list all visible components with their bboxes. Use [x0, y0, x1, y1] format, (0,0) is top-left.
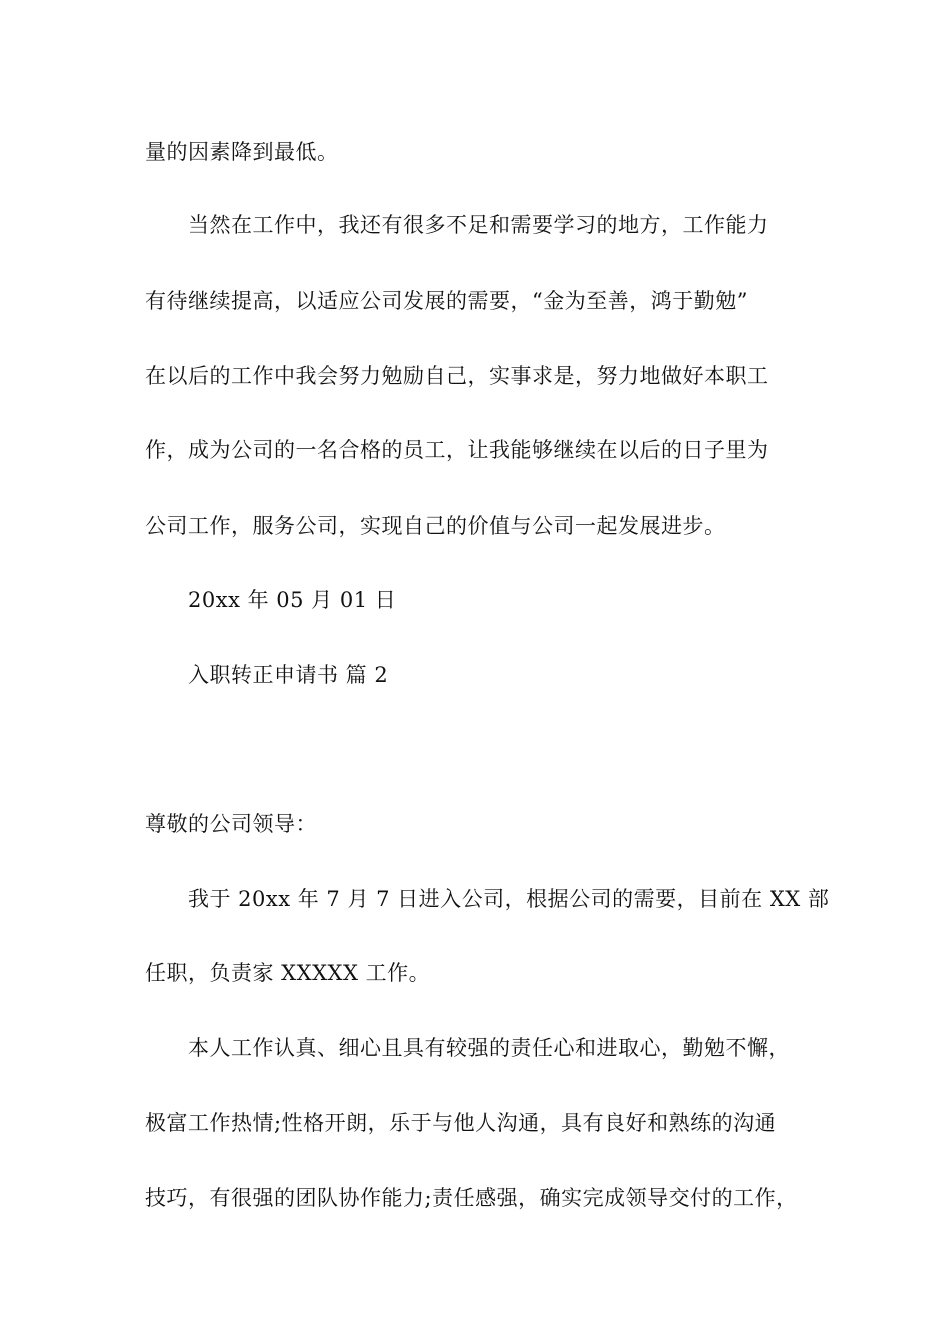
paragraph-line: 我于 20xx 年 7 月 7 日进入公司，根据公司的需要，目前在 XX 部	[188, 887, 830, 911]
salutation: 尊敬的公司领导：	[145, 812, 317, 836]
paragraph-line: 当然在工作中，我还有很多不足和需要学习的地方，工作能力	[188, 213, 769, 237]
paragraph-line: 有待继续提高，以适应公司发展的需要，“金为至善，鸿于勤勉”	[145, 289, 748, 313]
paragraph-line: 公司工作，服务公司，实现自己的价值与公司一起发展进步。	[145, 514, 726, 538]
paragraph-line: 在以后的工作中我会努力勉励自己，实事求是，努力地做好本职工	[145, 364, 769, 388]
letter-date: 20xx 年 05 月 01 日	[188, 588, 397, 612]
paragraph-line: 本人工作认真、细心且具有较强的责任心和进取心，勤勉不懈，	[188, 1036, 790, 1060]
paragraph-line: 作，成为公司的一名合格的员工，让我能够继续在以后的日子里为	[145, 438, 769, 462]
paragraph-line: 技巧，有很强的团队协作能力;责任感强，确实完成领导交付的工作，	[145, 1186, 798, 1210]
paragraph-line: 极富工作热情;性格开朗，乐于与他人沟通，具有良好和熟练的沟通	[145, 1111, 777, 1135]
section-heading: 入职转正申请书 篇 2	[188, 663, 389, 687]
paragraph-line: 任职，负责家 XXXXX 工作。	[145, 961, 431, 985]
paragraph-line: 量的因素降到最低。	[145, 140, 339, 164]
